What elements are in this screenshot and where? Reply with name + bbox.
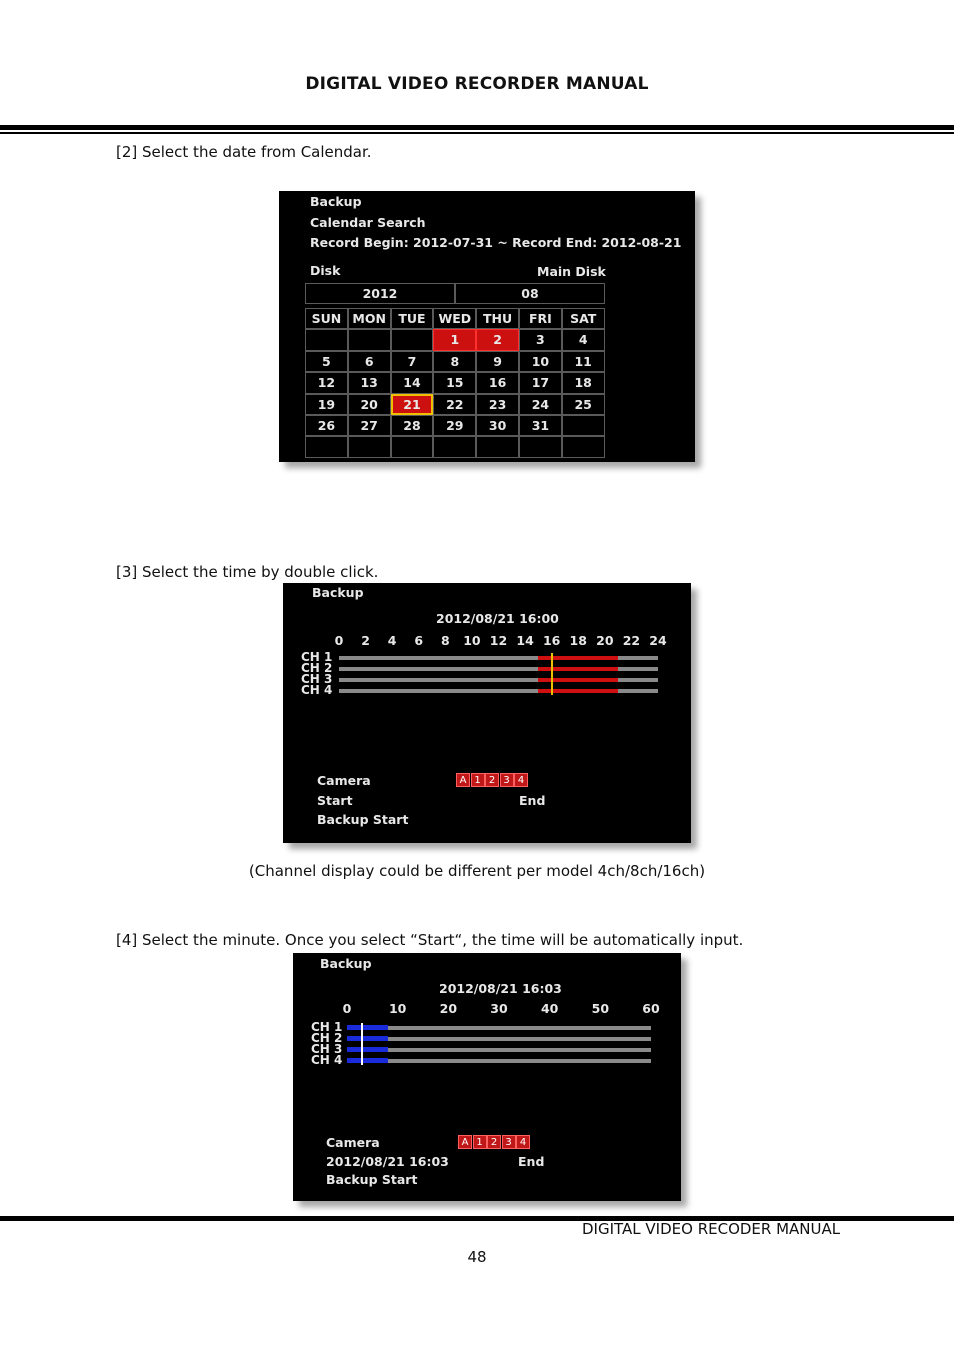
calendar-day[interactable]: 3 xyxy=(519,329,562,350)
month-selector[interactable]: 08 xyxy=(455,283,605,304)
scale-tick-label: 50 xyxy=(591,1001,610,1016)
calendar-day[interactable]: 9 xyxy=(476,351,519,372)
calendar-day[interactable]: 2 xyxy=(476,329,519,350)
panel-title: Backup xyxy=(320,956,372,971)
calendar-day[interactable]: 25 xyxy=(562,394,605,415)
channel-note: (Channel display could be different per model 4ch/8ch/16ch) xyxy=(248,862,706,880)
panel-title: Backup xyxy=(310,194,362,209)
calendar-day xyxy=(562,415,605,436)
scale-tick-label: 14 xyxy=(516,633,534,648)
hour-timeline-panel xyxy=(283,583,691,843)
scale-tick-label: 8 xyxy=(440,633,450,648)
channel-track[interactable] xyxy=(347,1059,651,1063)
panel-title: Backup xyxy=(312,585,364,600)
start-value[interactable]: 2012/08/21 16:03 xyxy=(326,1154,449,1169)
calendar-day xyxy=(305,329,348,350)
calendar-day[interactable]: 16 xyxy=(476,372,519,393)
step-4-text: [4] Select the minute. Once you select “Start“, the time will be automatically input. xyxy=(116,931,744,949)
channel-label: CH 2 xyxy=(311,1031,343,1045)
minute-timeline-panel xyxy=(293,953,681,1201)
channel-label: CH 1 xyxy=(311,1020,343,1034)
weekday-header: FRI xyxy=(519,308,562,329)
scale-tick-label: 12 xyxy=(489,633,508,648)
calendar-day[interactable]: 18 xyxy=(562,372,605,393)
calendar-day[interactable]: 29 xyxy=(433,415,476,436)
calendar-day[interactable]: 8 xyxy=(433,351,476,372)
camera-select-3[interactable]: 3 xyxy=(502,1135,516,1149)
calendar-day[interactable]: 19 xyxy=(305,394,348,415)
scale-tick-label: 60 xyxy=(642,1001,660,1016)
header-rule-thin xyxy=(0,132,954,134)
channel-track[interactable] xyxy=(347,1048,651,1052)
scale-tick-label: 6 xyxy=(414,633,424,648)
backup-start-button[interactable]: Backup Start xyxy=(326,1172,418,1187)
calendar-day xyxy=(348,329,391,350)
header-rule xyxy=(0,125,954,130)
calendar-day[interactable]: 12 xyxy=(305,372,348,393)
calendar-day[interactable]: 15 xyxy=(433,372,476,393)
recording-segment[interactable] xyxy=(347,1058,388,1063)
disk-label: Disk xyxy=(310,263,341,278)
time-cursor[interactable] xyxy=(361,1023,363,1065)
weekday-header: SAT xyxy=(562,308,605,329)
time-cursor[interactable] xyxy=(551,653,553,695)
start-label[interactable]: Start xyxy=(317,793,353,808)
camera-select-2[interactable]: 2 xyxy=(485,773,499,787)
scale-tick-label: 0 xyxy=(334,633,344,648)
calendar-day xyxy=(305,436,348,457)
calendar-day[interactable]: 26 xyxy=(305,415,348,436)
channel-label: CH 4 xyxy=(301,683,333,697)
scale-tick-label: 10 xyxy=(388,1001,407,1016)
channel-track[interactable] xyxy=(347,1026,651,1030)
step-2-text: [2] Select the date from Calendar. xyxy=(116,143,372,161)
end-label[interactable]: End xyxy=(519,793,546,808)
scale-tick-label: 20 xyxy=(596,633,614,648)
end-label[interactable]: End xyxy=(518,1154,545,1169)
channel-track[interactable] xyxy=(347,1037,651,1041)
calendar-day[interactable]: 11 xyxy=(562,351,605,372)
scale-tick-label: 10 xyxy=(463,633,481,648)
camera-select-2[interactable]: 2 xyxy=(487,1135,501,1149)
calendar-day xyxy=(391,329,434,350)
record-range: Record Begin: 2012-07-31 ~ Record End: 2012-08-21 xyxy=(310,235,682,250)
scale-tick-label: 20 xyxy=(439,1001,458,1016)
calendar-day[interactable]: 28 xyxy=(391,415,434,436)
weekday-header: WED xyxy=(433,308,476,329)
header-title: DIGITAL VIDEO RECORDER MANUAL xyxy=(305,74,649,94)
year-selector[interactable]: 2012 xyxy=(305,283,455,304)
calendar-day xyxy=(519,436,562,457)
calendar-day[interactable]: 21 xyxy=(391,394,434,415)
calendar-day[interactable]: 20 xyxy=(348,394,391,415)
calendar-day[interactable]: 17 xyxy=(519,372,562,393)
camera-label: Camera xyxy=(326,1135,380,1150)
calendar-day[interactable]: 5 xyxy=(305,351,348,372)
channel-label: CH 4 xyxy=(311,1053,343,1067)
recording-segment[interactable] xyxy=(347,1025,388,1030)
scale-tick-label: 0 xyxy=(342,1001,352,1016)
scale-tick-label: 40 xyxy=(540,1001,559,1016)
calendar-day xyxy=(562,436,605,457)
calendar-day[interactable]: 7 xyxy=(391,351,434,372)
calendar-day[interactable]: 14 xyxy=(391,372,434,393)
camera-select-A[interactable]: A xyxy=(458,1135,472,1149)
scale-tick-label: 4 xyxy=(387,633,397,648)
step-3-text: [3] Select the time by double click. xyxy=(116,563,379,581)
calendar-day[interactable]: 10 xyxy=(519,351,562,372)
timeline-datetime: 2012/08/21 16:00 xyxy=(436,611,559,626)
weekday-header: MON xyxy=(348,308,391,329)
camera-select-1[interactable]: 1 xyxy=(473,1135,487,1149)
camera-select-3[interactable]: 3 xyxy=(500,773,514,787)
calendar-day xyxy=(433,436,476,457)
calendar-day[interactable]: 4 xyxy=(562,329,605,350)
backup-start-button[interactable]: Backup Start xyxy=(317,812,409,827)
calendar-day xyxy=(348,436,391,457)
calendar-day[interactable]: 23 xyxy=(476,394,519,415)
scale-tick-label: 16 xyxy=(542,633,561,648)
calendar-day[interactable]: 30 xyxy=(476,415,519,436)
calendar-day xyxy=(391,436,434,457)
camera-select-4[interactable]: 4 xyxy=(516,1135,530,1149)
scale-tick-label: 30 xyxy=(490,1001,508,1016)
weekday-header: TUE xyxy=(391,308,434,329)
weekday-header: SUN xyxy=(305,308,348,329)
channel-label: CH 3 xyxy=(301,672,333,686)
calendar-day[interactable]: 31 xyxy=(519,415,562,436)
camera-label: Camera xyxy=(317,773,371,788)
camera-select-1[interactable]: 1 xyxy=(471,773,485,787)
page-number: 48 xyxy=(467,1248,487,1266)
calendar-day[interactable]: 22 xyxy=(433,394,476,415)
calendar-day xyxy=(476,436,519,457)
calendar-search-panel xyxy=(279,191,695,462)
recording-segment[interactable] xyxy=(347,1036,388,1041)
scale-tick-label: 2 xyxy=(361,633,370,648)
calendar-day[interactable]: 13 xyxy=(348,372,391,393)
calendar-day[interactable]: 1 xyxy=(433,329,476,350)
footer-title: DIGITAL VIDEO RECODER MANUAL xyxy=(582,1220,841,1238)
recording-segment[interactable] xyxy=(347,1047,388,1052)
disk-value[interactable]: Main Disk xyxy=(537,264,606,279)
calendar-day[interactable]: 24 xyxy=(519,394,562,415)
scale-tick-label: 22 xyxy=(622,633,641,648)
panel-subtitle: Calendar Search xyxy=(310,215,426,230)
scale-tick-label: 24 xyxy=(649,633,667,648)
calendar-day[interactable]: 27 xyxy=(348,415,391,436)
camera-select-4[interactable]: 4 xyxy=(514,773,528,787)
channel-label: CH 1 xyxy=(301,650,333,664)
weekday-header: THU xyxy=(476,308,519,329)
scale-tick-label: 18 xyxy=(569,633,587,648)
channel-label: CH 3 xyxy=(311,1042,343,1056)
timeline-datetime: 2012/08/21 16:03 xyxy=(439,981,562,996)
channel-label: CH 2 xyxy=(301,661,333,675)
camera-select-A[interactable]: A xyxy=(456,773,470,787)
calendar-day[interactable]: 6 xyxy=(348,351,391,372)
